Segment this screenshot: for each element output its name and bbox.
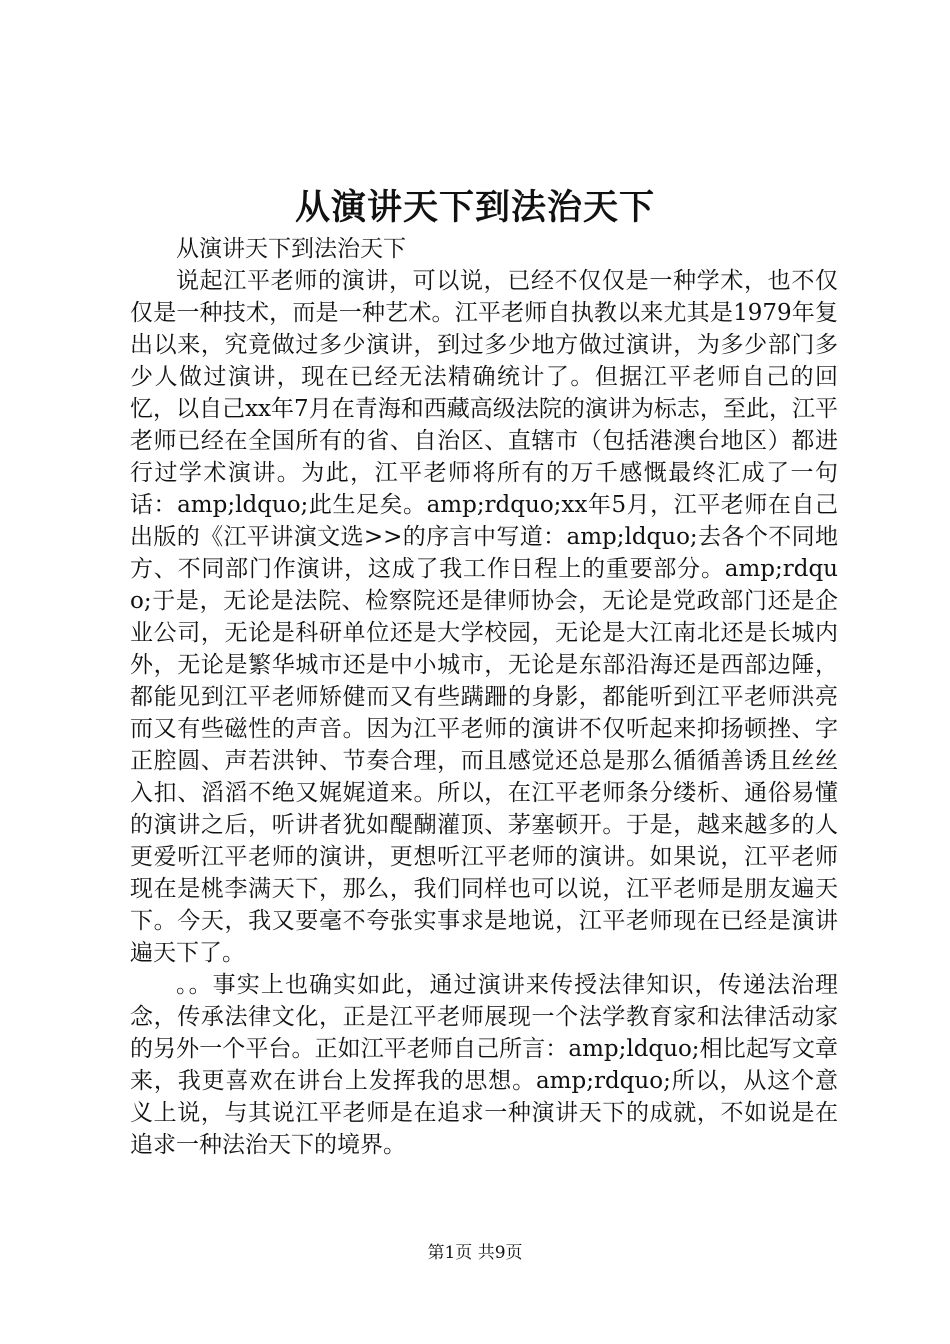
paragraph-main: 说起江平老师的演讲，可以说，已经不仅仅是一种学术，也不仅仅是一种技术，而是一种艺术。江平老师自执教以来尤其是1979年复出以来，究竟做过多少演讲，到过多少地方做过演讲，为多少部门多少人做过演讲，现在已经无法精确统计了。但据江平老师自己的回忆，以自己xx年7月在青海和西藏高级法院的演讲为标志，至此，江平老师已经在全国所有的省、自治区、直辖市（包括港澳台地区）都进行过学术演讲。为此，江平老师将所有的万千感慨最终汇成了一句话：amp;ldquo;此生足矣。amp;rdquo;xx年5月，江平老师在自己出版的《江平讲演文选>>的序言中写道：amp;ldquo;去各个不同地方、不同部门作演讲，这成了我工作日程上的重要部分。amp;rdquo;于是，无论是法院、检察院还是律师协会，无论是党政部门还是企业公司，无论是科研单位还是大学校园，无论是大江南北还是长城内外，无论是繁华城市还是中小城市，无论是东部沿海还是西部边陲，都能见到江平老师矫健而又有些蹒跚的身影，都能听到江平老师洪亮而又有些磁性的声音。因为江平老师的演讲不仅听起来抑扬顿挫、字正腔圆、声若洪钟、节奏合理，而且感觉还总是那么循循善诱且丝丝入扣、滔滔不绝又娓娓道来。所以，在江平老师条分缕析、通俗易懂的演讲之后，听讲者犹如醍醐灌顶、茅塞顿开。于是，越来越多的人更爱听江平老师的演讲，更想听江平老师的演讲。如果说，江平老师现在是桃李满天下，那么，我们同样也可以说，江平老师是朋友遍天下。今天，我又要毫不夸张实事求是地说，江平老师现在已经是演讲遍天下了。: [130, 268, 838, 966]
document-title: 从演讲天下到法治天下: [294, 187, 655, 228]
paragraph-subtitle: 从演讲天下到法治天下: [176, 236, 406, 262]
page-number-footer: 第1页 共9页: [427, 1243, 523, 1263]
paragraph-conclusion: 。。事实上也确实如此，通过演讲来传授法律知识，传递法治理念，传承法律文化，正是江平老师展现一个法学教育家和法律活动家的另外一个平台。正如江平老师自己所言：amp;ldquo;相比起写文章来，我更喜欢在讲台上发挥我的思想。amp;rdquo;所以，从这个意义上说，与其说江平老师是在追求一种演讲天下的成就，不如说是在追求一种法治天下的境界。: [130, 972, 838, 1158]
document-body: [130, 233, 838, 1161]
